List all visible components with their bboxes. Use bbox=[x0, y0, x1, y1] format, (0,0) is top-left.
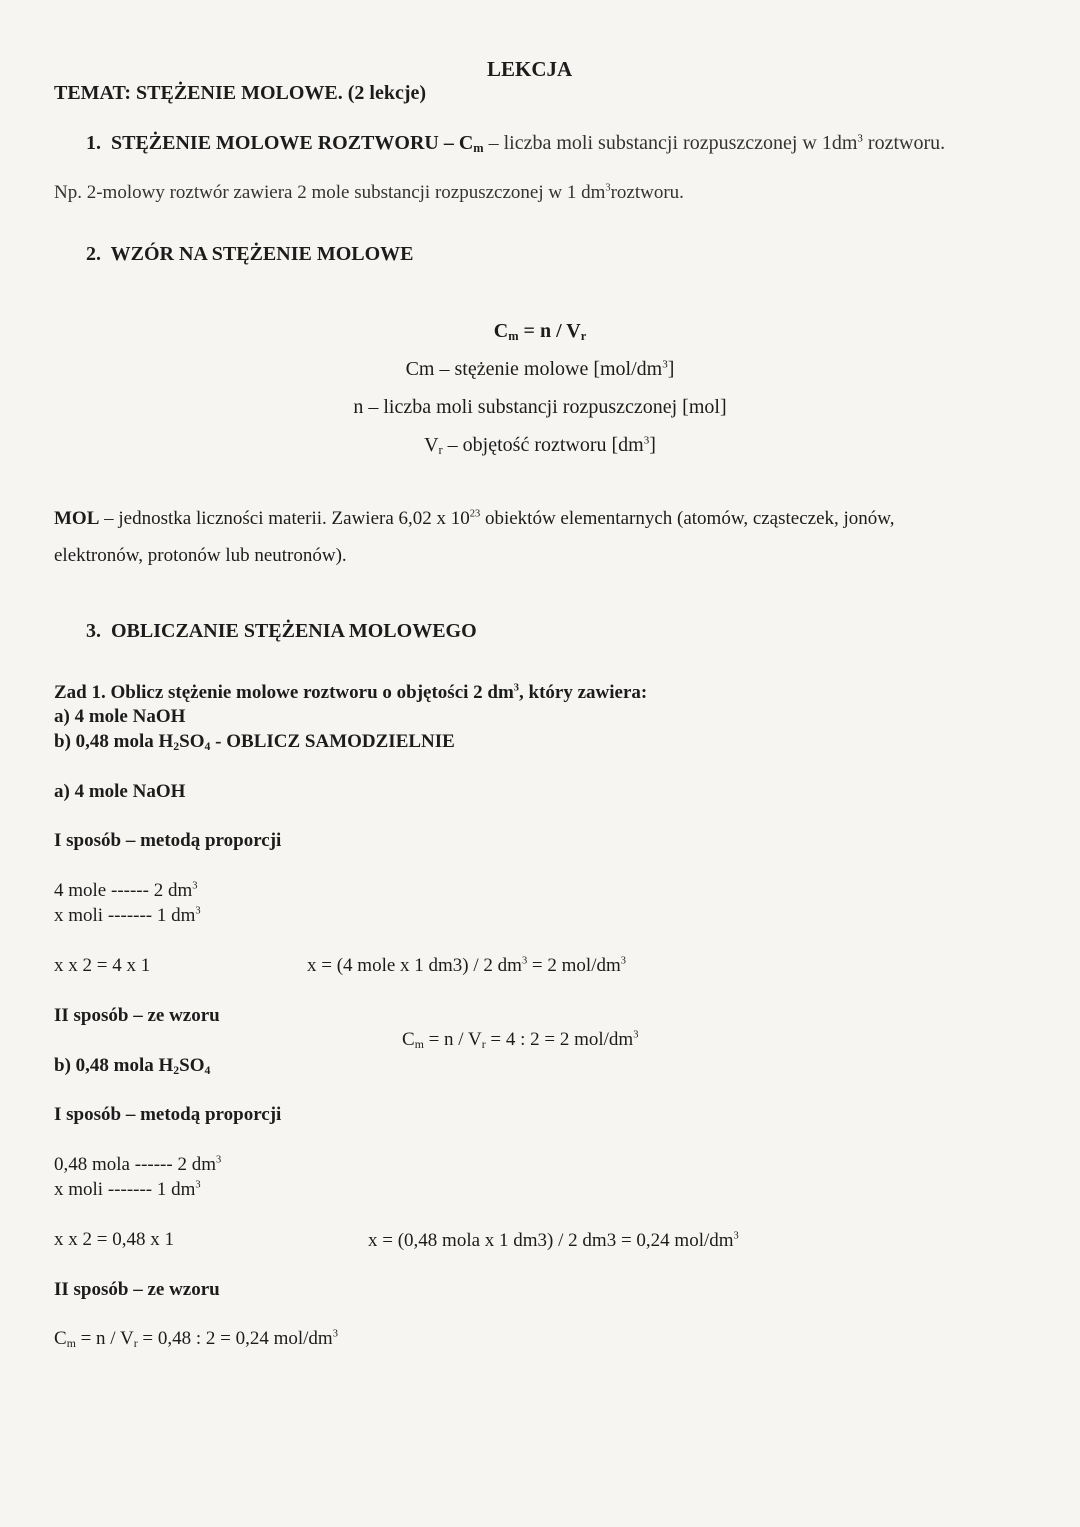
solution-a-proportion-1: 4 mole ------ 2 $dm^3$ bbox=[54, 880, 198, 901]
solution-a-proportion-2: x moli ------- 1 $dm^3$ bbox=[54, 905, 201, 926]
legend-n: n – liczba moli substancji rozpuszczonej [mol] bbox=[353, 396, 727, 418]
mol-term: MOL bbox=[54, 508, 100, 529]
solution-a-method-2: II sposób – ze wzoru bbox=[54, 1005, 220, 1026]
solution-a-heading: a) 4 mole NaOH bbox=[54, 781, 186, 802]
solution-a-method-1: I sposób – metodą proporcji bbox=[54, 830, 282, 851]
solution-b-method-2: II sposób – ze wzoru bbox=[54, 1279, 220, 1300]
solution-a-equation-left: x x 2 = 4 x 1 bbox=[54, 955, 151, 976]
mol-definition-line1: MOL – jednostka liczności materii. Zawiera 6,02 x $10^{23}$ obiektów elementarnych (atomów, cząsteczek, jonów, bbox=[54, 508, 895, 529]
section-1-title: STĘŻENIE MOLOWE ROZTWORU – $C_m$ bbox=[111, 132, 484, 156]
molar-formula: $C_m = n / V_r$ bbox=[493, 320, 587, 344]
solution-a-equation-right: x = (4 mole x 1 dm3) / 2 $dm^3 = 2$ mol/$dm^3$ bbox=[307, 955, 626, 976]
solution-b-formula: $C_m = n / V_r = 0,48$ : 2 = 0,24 mol/$dm^3$ bbox=[54, 1328, 338, 1350]
solution-b-proportion-2: x moli ------- 1 $dm^3$ bbox=[54, 1179, 201, 1200]
solution-b-equation-right: x = (0,48 mola x 1 dm3) / 2 dm3 = 0,24 mol/$dm^3$ bbox=[368, 1230, 739, 1251]
task-item-a: a) 4 mole NaOH bbox=[54, 706, 186, 727]
section-1-number: 1. bbox=[86, 132, 101, 154]
solution-a-formula: $C_m = n / V_r = 4$ : 2 = 2 mol/$dm^3$ bbox=[402, 1029, 639, 1051]
mol-definition-line2: elektronów, protonów lub neutronów). bbox=[54, 545, 347, 566]
solution-b-proportion-1: 0,48 mola ------ 2 $dm^3$ bbox=[54, 1154, 222, 1175]
lesson-label: LEKCJA bbox=[487, 57, 573, 81]
section-2-title: 2. WZÓR NA STĘŻENIE MOLOWE bbox=[86, 243, 414, 265]
legend-cm: Cm – stężenie molowe $[mol/dm^3]$ bbox=[405, 358, 675, 380]
topic-title: TEMAT: STĘŻENIE MOLOWE. (2 lekcje) bbox=[54, 82, 427, 104]
task-item-b: b) 0,48 mola $H_2SO_4$ - OBLICZ SAMODZIELNIE bbox=[54, 731, 455, 753]
solution-b-method-1: I sposób – metodą proporcji bbox=[54, 1104, 282, 1125]
section-1-definition: 1. STĘŻENIE MOLOWE ROZTWORU – $C_m$ – liczba moli substancji rozpuszczonej w $1dm^3$ roztworu. bbox=[86, 132, 946, 156]
task-title: Zad 1. Oblicz stężenie molowe roztworu o objętości 2 $dm^3$, który zawiera: bbox=[54, 682, 648, 703]
section-3-title: 3. OBLICZANIE STĘŻENIA MOLOWEGO bbox=[86, 620, 477, 642]
solution-b-equation-left: x x 2 = 0,48 x 1 bbox=[54, 1229, 174, 1250]
example-text: Np. 2-molowy roztwór zawiera 2 mole substancji rozpuszczonej w 1 $dm^3roztworu$. bbox=[54, 182, 684, 203]
legend-v: $V_r$ – objętość roztworu $[dm^3]$ bbox=[424, 434, 656, 458]
solution-b-heading: b) 0,48 mola $H_2SO_4$ bbox=[54, 1055, 211, 1077]
